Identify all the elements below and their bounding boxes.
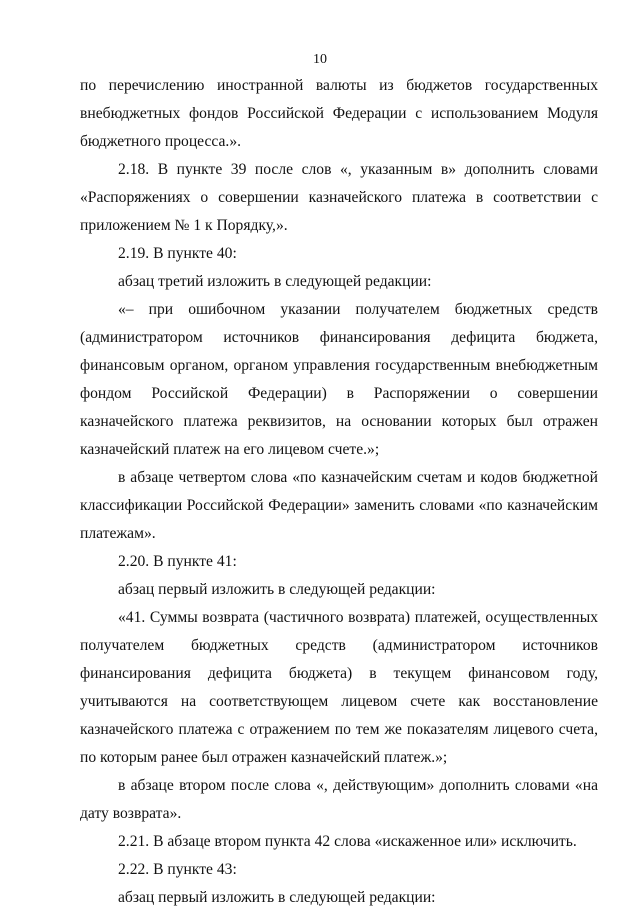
- paragraph: «41. Суммы возврата (частичного возврата) платежей, осуществленных получателем бюджетных средств (администратором источников финансирования дефицита бюджета) в текущем финансовом году, учитываются на соответствующем лицевом счете как восстановление казначейского платежа с отражением по тем же показателям лицевого счета, по которым ранее был отражен казначейский платеж.»;: [80, 609, 598, 766]
- document-body: [80, 72, 598, 912]
- paragraph: 2.22. В пункте 43:: [118, 861, 237, 878]
- paragraph: по перечислению иностранной валюты из бюджетов государственных внебюджетных фондов Российской Федерации с использованием Модуля бюджетного процесса.».: [80, 77, 598, 150]
- paragraph: 2.20. В пункте 41:: [118, 553, 237, 570]
- paragraph: в абзаце втором после слова «, действующим» дополнить словами «на дату возврата».: [80, 777, 598, 822]
- paragraph: абзац первый изложить в следующей редакции:: [118, 889, 436, 906]
- paragraph: 2.18. В пункте 39 после слов «, указанным в» дополнить словами «Распоряжениях о совершении казначейского платежа в соответствии с приложением № 1 к Порядку,».: [80, 161, 598, 234]
- paragraph: в абзаце четвертом слова «по казначейским счетам и кодов бюджетной классификации Российской Федерации» заменить словами «по казначейским платежам».: [80, 469, 598, 542]
- paragraph: «– при ошибочном указании получателем бюджетных средств (администратором источников финансирования дефицита бюджета, финансовым органом, органом управления государственным внебюджетным фондом Российской Федерации) в Распоряжении о совершении казначейского платежа реквизитов, на основании которых был отражен казначейский платеж на его лицевом счете.»;: [80, 301, 598, 458]
- paragraph: абзац первый изложить в следующей редакции:: [118, 581, 436, 598]
- page-number: 10: [313, 52, 327, 67]
- paragraph: 2.21. В абзаце втором пункта 42 слова «искаженное или» исключить.: [118, 833, 577, 850]
- paragraph: абзац третий изложить в следующей редакции:: [118, 273, 432, 290]
- paragraph: 2.19. В пункте 40:: [118, 245, 237, 262]
